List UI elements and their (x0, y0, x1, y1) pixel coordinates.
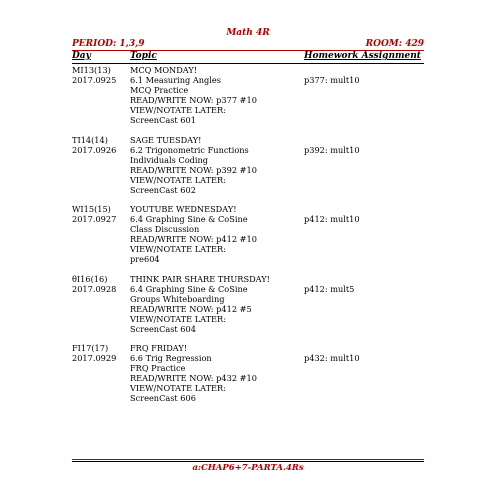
entry-date: 2017.0925 (72, 75, 117, 85)
column-header-row (72, 50, 424, 64)
entry-topic-block (130, 65, 302, 125)
entry-topic-line: READ/WRITE NOW: p412 #5 (130, 304, 252, 314)
footer-rule (72, 461, 424, 462)
entry-day-block (72, 274, 128, 294)
entry-date: 2017.0929 (72, 353, 117, 363)
entry-topic-line: READ/WRITE NOW: p377 #10 (130, 95, 257, 105)
entry-topic-line: SAGE TUESDAY! (130, 135, 202, 145)
entry-homework: p432: mult10 (304, 353, 360, 363)
entry-topic-line: VIEW/NOTATE LATER: (130, 383, 226, 393)
entry-topic-line: Class Discussion (130, 224, 200, 234)
entry-homework: p392: mult10 (304, 145, 360, 155)
entry-topic-line: READ/WRITE NOW: p392 #10 (130, 165, 257, 175)
entry-topic-line: Individuals Coding (130, 155, 208, 165)
entry-date: 2017.0927 (72, 214, 117, 224)
footer-filename: a:CHAP6+7-PARTA.4Rs (192, 463, 304, 473)
entry-topic-line: VIEW/NOTATE LATER: (130, 314, 226, 324)
entry-topic-block (130, 343, 302, 403)
entry-day-block (72, 65, 128, 85)
entry-topic-line: READ/WRITE NOW: p412 #10 (130, 234, 257, 244)
entry-topic-line: ScreenCast 602 (130, 185, 196, 195)
entry-topic-line: ScreenCast 601 (130, 115, 196, 125)
entry-day-code: θI16(16) (72, 274, 108, 284)
entry-topic-line: 6.4 Graphing Sine & CoSine (130, 284, 248, 294)
entry-day-block (72, 135, 128, 155)
entry-topic-line: VIEW/NOTATE LATER: (130, 244, 226, 254)
entry-day-block (72, 343, 128, 363)
homework-column-header: Homework Assignment (304, 51, 421, 61)
entry-day-code: MI13(13) (72, 65, 111, 75)
entry-topic-line: ScreenCast 606 (130, 393, 196, 403)
document-title: Math 4R (226, 28, 270, 38)
entry-date: 2017.0928 (72, 284, 117, 294)
entry-day-block (72, 204, 128, 224)
entry-topic-block (130, 274, 302, 334)
entry-topic-line: ScreenCast 604 (130, 324, 196, 334)
entry-homework: p412: mult10 (304, 214, 360, 224)
period-label: PERIOD: 1,3,9 (72, 39, 145, 49)
entry-topic-line: MCQ MONDAY! (130, 65, 198, 75)
entry-topic-line: VIEW/NOTATE LATER: (130, 105, 226, 115)
entry-topic-line: FRQ Practice (130, 363, 186, 373)
topic-column-header: Topic (130, 51, 157, 61)
entry-homework: p412: mult5 (304, 284, 355, 294)
entry-topic-line: 6.2 Trigonometric Functions (130, 145, 249, 155)
entry-topic-line: READ/WRITE NOW: p432 #10 (130, 373, 257, 383)
entry-topic-line: FRQ FRIDAY! (130, 343, 188, 353)
entry-topic-block (130, 135, 302, 195)
entry-topic-line: 6.1 Measuring Angles (130, 75, 221, 85)
entry-day-code: TI14(14) (72, 135, 108, 145)
entry-topic-line: VIEW/NOTATE LATER: (130, 175, 226, 185)
entry-topic-line: 6.6 Trig Regression (130, 353, 212, 363)
day-column-header: Day (72, 51, 91, 61)
schedule-entries (72, 64, 424, 409)
entry-topic-block (130, 204, 302, 264)
entry-topic-line: MCQ Practice (130, 85, 189, 95)
entry-topic-line: Groups Whiteboarding (130, 294, 225, 304)
entry-topic-line: pre604 (130, 254, 160, 264)
entry-date: 2017.0926 (72, 145, 117, 155)
room-label: ROOM: 429 (365, 39, 424, 49)
entry-homework: p377: mult10 (304, 75, 360, 85)
entry-day-code: WI15(15) (72, 204, 111, 214)
document-footer (72, 459, 424, 473)
entry-day-code: FI17(17) (72, 343, 109, 353)
period-room-row (72, 39, 424, 50)
entry-topic-line: THINK PAIR SHARE THURSDAY! (130, 274, 270, 284)
entry-topic-line: 6.4 Graphing Sine & CoSine (130, 214, 248, 224)
schedule-page (72, 28, 424, 409)
entry-topic-line: YOUTUBE WEDNESDAY! (130, 204, 237, 214)
